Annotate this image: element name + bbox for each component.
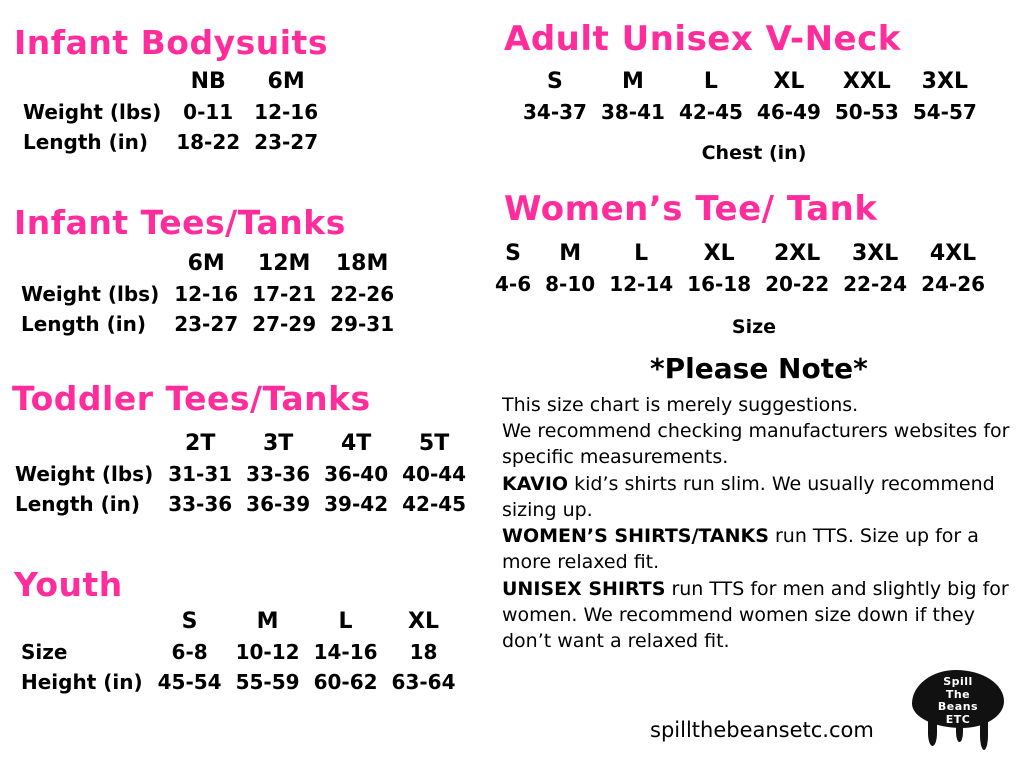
table-row (16, 97, 325, 127)
left-column (0, 0, 480, 768)
column-header: M (622, 69, 644, 94)
row-label-header (8, 428, 161, 459)
column-header: M (256, 609, 279, 634)
table-row (516, 97, 984, 127)
logo-text-line3: Beans (937, 700, 979, 714)
cell: 22-24 (843, 272, 908, 296)
cell: 36-39 (246, 492, 311, 516)
column-header: 6M (267, 69, 305, 94)
cell: 46-49 (756, 100, 821, 124)
table-row (14, 248, 401, 279)
table-row (488, 269, 992, 299)
cell: 24-26 (921, 272, 986, 296)
table-row (8, 459, 473, 489)
caption-size: Size (731, 316, 777, 338)
column-header: L (338, 609, 353, 634)
column-header: S (505, 241, 521, 266)
column-header: NB (190, 69, 226, 94)
cell: 20-22 (765, 272, 830, 296)
row-label-header (14, 248, 167, 279)
cell: 36-40 (324, 462, 389, 486)
table-row (14, 667, 463, 697)
note-line: KAVIO kid’s shirts run slim. We usually recommend sizing up. (502, 472, 995, 521)
column-header: XXL (842, 69, 891, 94)
cell: 42-45 (678, 100, 743, 124)
table-infant-bodysuits (16, 66, 325, 157)
cell: 18-22 (176, 130, 241, 154)
cell: 34-37 (523, 100, 587, 124)
table-youth (14, 606, 463, 697)
cell: 39-42 (324, 492, 389, 516)
cell: 29-31 (330, 312, 395, 336)
cell: 27-29 (252, 312, 317, 336)
cell: 60-62 (313, 670, 378, 694)
cell: 12-16 (254, 100, 319, 124)
column-header: 4T (340, 431, 372, 456)
row-label: Size (21, 640, 68, 664)
note-line: This size chart is merely suggestions. (502, 394, 859, 416)
row-label-header (16, 66, 169, 97)
note-line: WOMEN’S SHIRTS/TANKS run TTS. Size up for a more relaxed fit. (502, 525, 979, 574)
cell: 63-64 (391, 670, 456, 694)
column-header: 2XL (773, 241, 821, 266)
cell: 6-8 (171, 640, 208, 664)
table-row (14, 279, 401, 309)
section-title-youth: Youth (14, 565, 123, 604)
section-title-adult-unisex-vneck: Adult Unisex V-Neck (504, 19, 901, 59)
logo-text-line4: ETC (945, 712, 971, 726)
logo-text (912, 676, 1004, 727)
column-header: XL (773, 69, 805, 94)
cell: 10-12 (235, 640, 300, 664)
table-row (16, 66, 325, 97)
cell: 33-36 (168, 492, 233, 516)
cell: 18 (409, 640, 438, 664)
column-header: 6M (187, 251, 225, 276)
column-header: 3XL (851, 241, 899, 266)
table-row (488, 238, 992, 269)
table-row (14, 309, 401, 339)
cell: 38-41 (600, 100, 665, 124)
website-url: spillthebeansetc.com (650, 718, 874, 742)
note-block (502, 392, 1014, 654)
row-label: Weight (lbs) (15, 462, 154, 486)
cell: 12-16 (174, 282, 239, 306)
column-header: 3T (262, 431, 294, 456)
logo-text-line1: Spill (943, 675, 973, 688)
logo-text-line2: The (945, 687, 971, 701)
cell: 8-10 (545, 272, 596, 296)
section-title-infant-tees-tanks: Infant Tees/Tanks (14, 203, 346, 242)
table-row (16, 127, 325, 157)
table-row (14, 637, 463, 667)
table-adult-unisex-vneck (516, 66, 984, 127)
column-header: 2T (185, 431, 216, 456)
table-row (516, 66, 984, 97)
column-header: 4XL (929, 241, 977, 266)
column-header: S (181, 609, 198, 634)
cell: 14-16 (313, 640, 378, 664)
section-title-womens-tee-tank: Women’s Tee/ Tank (504, 189, 878, 229)
column-header: L (634, 241, 649, 266)
table-womens-tee-tank (488, 238, 992, 299)
row-label: Weight (lbs) (23, 100, 162, 124)
caption-chest: Chest (in) (701, 142, 807, 164)
table-infant-tees-tanks (14, 248, 401, 339)
cell: 17-21 (252, 282, 317, 306)
row-label: Length (in) (15, 492, 140, 516)
table-row (8, 428, 473, 459)
column-header: M (559, 241, 582, 266)
spill-the-beans-logo-icon (912, 670, 1008, 756)
table-row (8, 489, 473, 519)
cell: 22-26 (330, 282, 395, 306)
column-header: 12M (257, 251, 311, 276)
section-title-infant-bodysuits: Infant Bodysuits (14, 23, 328, 62)
row-label: Height (in) (21, 670, 143, 694)
column-header: 5T (418, 431, 450, 456)
note-line: UNISEX SHIRTS run TTS for men and slightly big for women. We recommend women size down if they don’t want a relaxed fit. (502, 577, 1009, 652)
cell: 23-27 (254, 130, 319, 154)
column-header: 3XL (921, 69, 968, 94)
cell: 55-59 (235, 670, 300, 694)
cell: 33-36 (246, 462, 311, 486)
row-label-header (14, 606, 151, 637)
row-label: Weight (lbs) (21, 282, 160, 306)
note-title: *Please Note* (650, 352, 868, 385)
section-title-toddler-tees-tanks: Toddler Tees/Tanks (12, 379, 371, 418)
column-header: 18M (335, 251, 389, 276)
note-line: We recommend checking manufacturers websites for specific measurements. (502, 420, 1010, 469)
cell: 42-45 (402, 492, 467, 516)
column-header: S (547, 69, 563, 94)
cell: 45-54 (157, 670, 222, 694)
cell: 23-27 (174, 312, 239, 336)
cell: 4-6 (495, 272, 532, 296)
cell: 12-14 (609, 272, 674, 296)
cell: 0-11 (183, 100, 234, 124)
cell: 54-57 (912, 100, 977, 124)
column-header: XL (408, 609, 439, 634)
table-row (14, 606, 463, 637)
cell: 16-18 (687, 272, 752, 296)
cell: 50-53 (834, 100, 899, 124)
table-toddler-tees-tanks (8, 428, 473, 519)
column-header: L (703, 69, 718, 94)
right-column (484, 0, 1024, 768)
cell: 31-31 (168, 462, 233, 486)
row-label: Length (in) (23, 130, 148, 154)
column-header: XL (703, 241, 735, 266)
cell: 40-44 (402, 462, 467, 486)
row-label: Length (in) (21, 312, 146, 336)
